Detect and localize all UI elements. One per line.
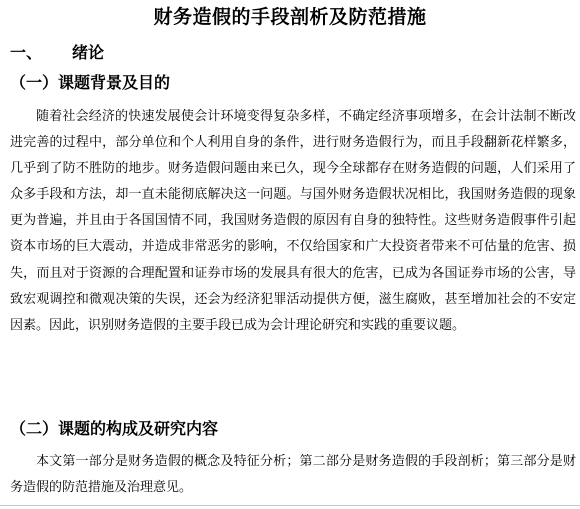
section-number: 一、 (10, 43, 43, 62)
section-title: 绪论 (72, 43, 105, 62)
document-title: 财务造假的手段剖析及防范措施 (153, 6, 427, 28)
section-heading-introduction (10, 42, 104, 64)
page-divider (0, 505, 580, 506)
subsection-heading-structure: （二）课题的构成及研究内容 (10, 419, 219, 438)
paragraph-background: 随着社会经济的快速发展使会计环境变得复杂多样，不确定经济事项增多，在会计法制不断改进完善的过程中，部分单位和个人利用自身的条件，进行财务造假行为，而且手段翻新花样繁多，几乎到了防不胜防的地步。财务造假问题由来已久，现今全球都存在财务造假的问题，人们采用了众多手段和方法，却一直未能彻底解决这一问题。与国外财务造假状况相比，我国财务造假的现象更为普遍，并且由于各国国情不同，我国财务造假的原因有自身的独特性。这些财务造假事件引起资本市场的巨大震动，并造成非常恶劣的影响，不仅给国家和广大投资者带来不可估量的危害、损失，而且对于资源的合理配置和证券市场的发展具有很大的危害，已成为各国证券市场的公害，导致宏观调控和微观决策的失误，还会为经济犯罪活动提供方便，滋生腐败，甚至增加社会的不安定因素。因此，识别财务造假的主要手段已成为会计理论研究和实践的重要议题。 (10, 109, 576, 333)
paragraph-structure: 本文第一部分是财务造假的概念及特征分析；第二部分是财务造假的手段剖析；第三部分是财务造假的防范措施及治理意见。 (10, 454, 576, 496)
subsection-heading-background: （一）课题背景及目的 (10, 73, 171, 92)
